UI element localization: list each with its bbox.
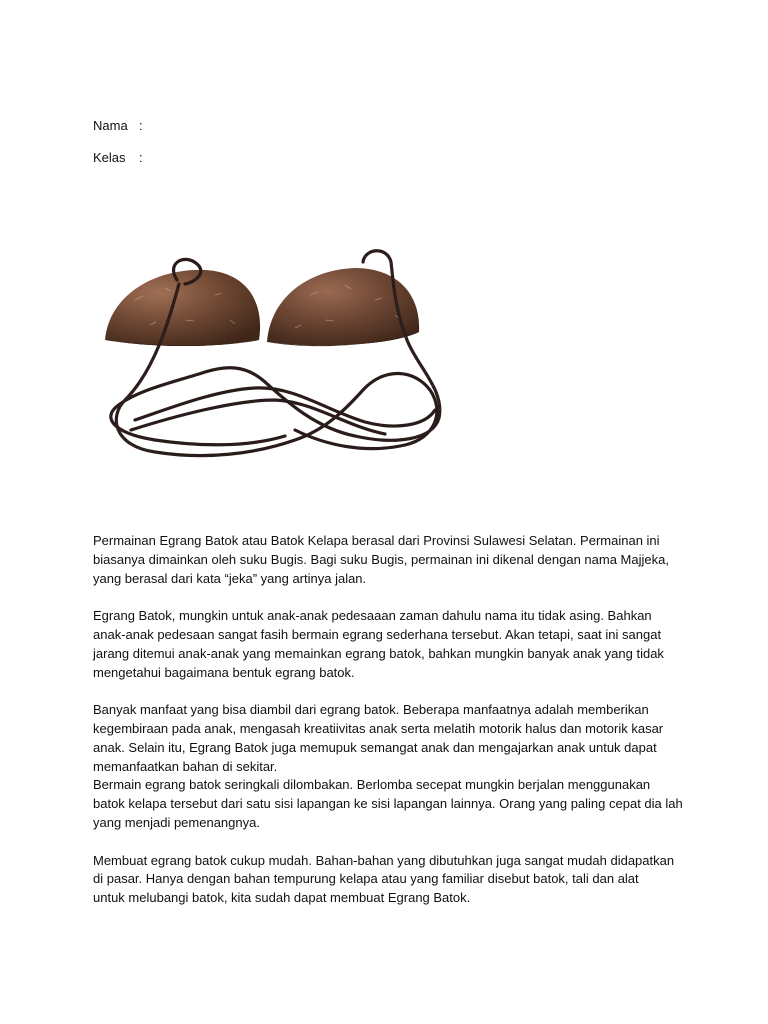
paragraph-origin: Permainan Egrang Batok atau Batok Kelapa berasal dari Provinsi Sulawesi Selatan. Permainan ini biasanya dimainkan oleh suku Bugis. Bagi suku Bugis, permainan ini dikenal dengan nama Majjeka, yang berasal dari kata “jeka” yang artinya jalan. [93, 533, 669, 586]
kelas-field [93, 150, 143, 166]
paragraph-benefits: Banyak manfaat yang bisa diambil dari egrang batok. Beberapa manfaatnya adalah memberikan kegembiraan pada anak, mengasah kreatiivitas anak serta melatih motorik halus dan motorik kasar anak. Selain itu, Egrang Batok juga memupuk semangat anak dan mengajarkan anak untuk dapat memanfaatkan bahan di sekitar. [93, 702, 664, 774]
paragraph-making: Membuat egrang batok cukup mudah. Bahan-bahan yang dibutuhkan juga sangat mudah didapatkan di pasar. Hanya dengan bahan tempurung kelapa atau yang familiar disebut batok, tali dan alat untuk melubangi batok, kita sudah dapat membuat Egrang Batok. [93, 852, 675, 906]
nama-label: Nama [93, 118, 128, 133]
nama-field [93, 118, 143, 134]
egrang-batok-icon [95, 240, 465, 475]
nama-separator: : [139, 118, 143, 133]
kelas-separator: : [139, 150, 143, 165]
article-body [93, 532, 693, 927]
egrang-batok-image [95, 240, 465, 475]
paragraph-history: Egrang Batok, mungkin untuk anak-anak pedesaaan zaman dahulu nama itu tidak asing. Bahkan anak-anak pedesaan sangat fasih bermain egrang sederhana tersebut. Akan tetapi, saat ini sangat jarang ditemui anak-anak yang memainkan egrang batok, bahkan mungkin banyak anak yang tidak mengetahui bagaimana bentuk egrang batok. [93, 608, 664, 680]
left-coconut-shell [105, 270, 260, 346]
kelas-label: Kelas [93, 150, 126, 165]
paragraph-competition: Bermain egrang batok seringkali dilombakan. Berlomba secepat mungkin berjalan menggunakan batok kelapa tersebut dari satu sisi lapangan ke sisi lapangan lainnya. Orang yang paling cepat dia lah yang menjadi pemenangnya. [93, 777, 683, 830]
